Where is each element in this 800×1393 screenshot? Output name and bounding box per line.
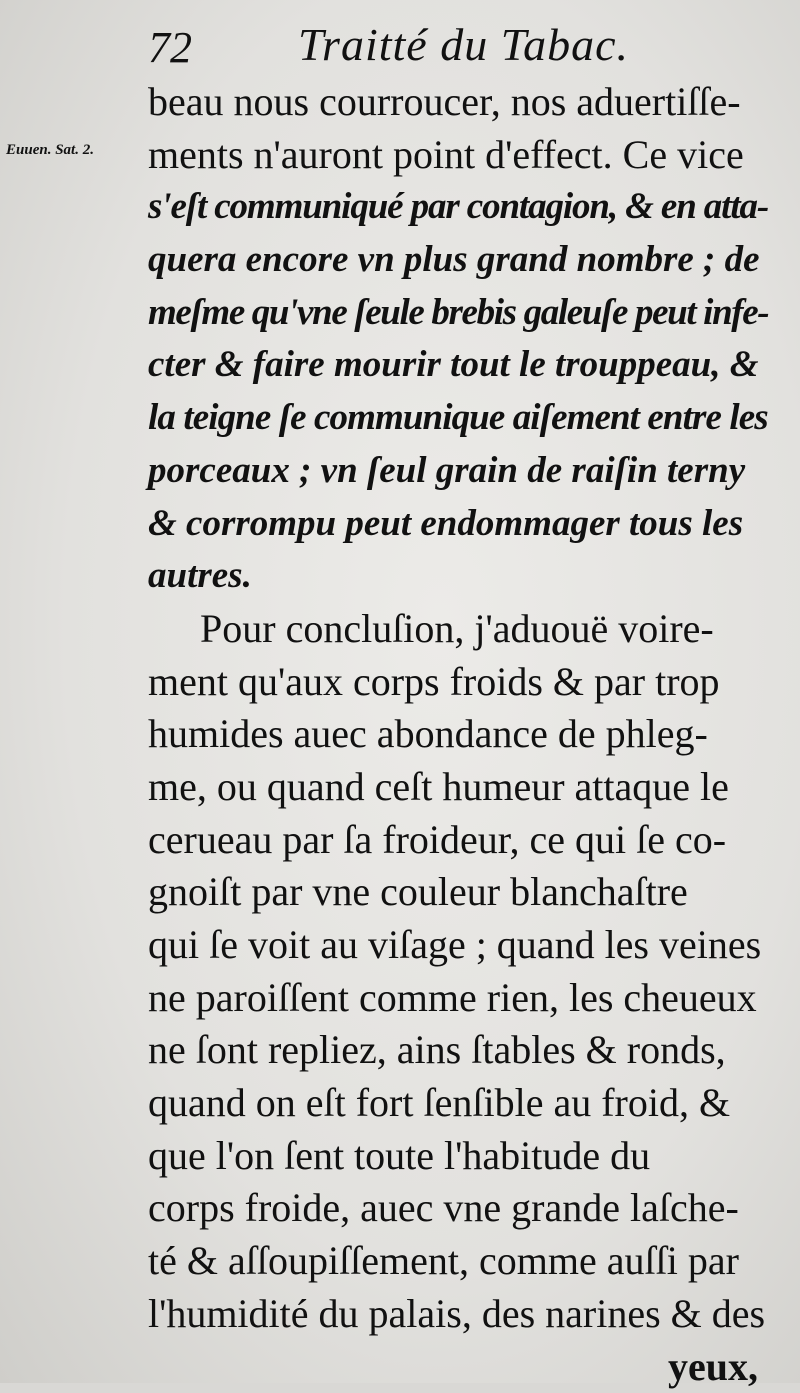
text-line: ments n'auront point d'effect. Ce vice: [148, 129, 768, 182]
text-line: corps froide, auec vne grande laſche-: [148, 1182, 768, 1235]
text-line: me, ou quand ceſt humeur attaque le: [148, 761, 768, 814]
text-line: beau nous courroucer, nos aduertiſſe-: [148, 76, 768, 129]
text-line: l'humidité du palais, des narines & des: [148, 1288, 768, 1341]
page-number: 72: [148, 22, 192, 73]
text-line: meſme qu'vne ſeule brebis galeuſe peut infe-: [148, 287, 768, 340]
text-line: la teigne ſe communique aiſement entre les: [148, 392, 768, 445]
margin-note: Euuen. Sat. 2.: [6, 142, 94, 159]
body-text: [148, 76, 768, 1393]
page-header: [148, 18, 648, 78]
text-line: porceaux ; vn ſeul grain de raiſin terny: [148, 445, 768, 498]
text-line: autres.: [148, 550, 768, 603]
text-line: & corrompu peut endommager tous les: [148, 498, 768, 551]
text-line: cerueau par ſa froideur, ce qui ſe co-: [148, 814, 768, 867]
paragraph-first-line: Pour concluſion, j'aduouë voire-: [148, 603, 768, 656]
text-line: té & aſſoupiſſement, comme auſſi par: [148, 1235, 768, 1288]
text-line: ne ſont repliez, ains ſtables & ronds,: [148, 1024, 768, 1077]
text-line: gnoiſt par vne couleur blanchaſtre: [148, 866, 768, 919]
text-line: quand on eſt fort ſenſible au froid, &: [148, 1077, 768, 1130]
text-line: qui ſe voit au viſage ; quand les veines: [148, 919, 768, 972]
text-line: ment qu'aux corps froids & par trop: [148, 656, 768, 709]
text-line: quera encore vn plus grand nombre ; de: [148, 234, 768, 287]
text-line: s'eſt communiqué par contagion, & en atta-: [148, 181, 768, 234]
text-line: cter & faire mourir tout le trouppeau, &: [148, 339, 768, 392]
catchword: yeux,: [148, 1341, 768, 1393]
running-title: Traitté du Tabac.: [298, 18, 629, 71]
text-line: que l'on ſent toute l'habitude du: [148, 1130, 768, 1183]
text-line: humides auec abondance de phleg-: [148, 708, 768, 761]
text-line: ne paroiſſent comme rien, les cheueux: [148, 972, 768, 1025]
